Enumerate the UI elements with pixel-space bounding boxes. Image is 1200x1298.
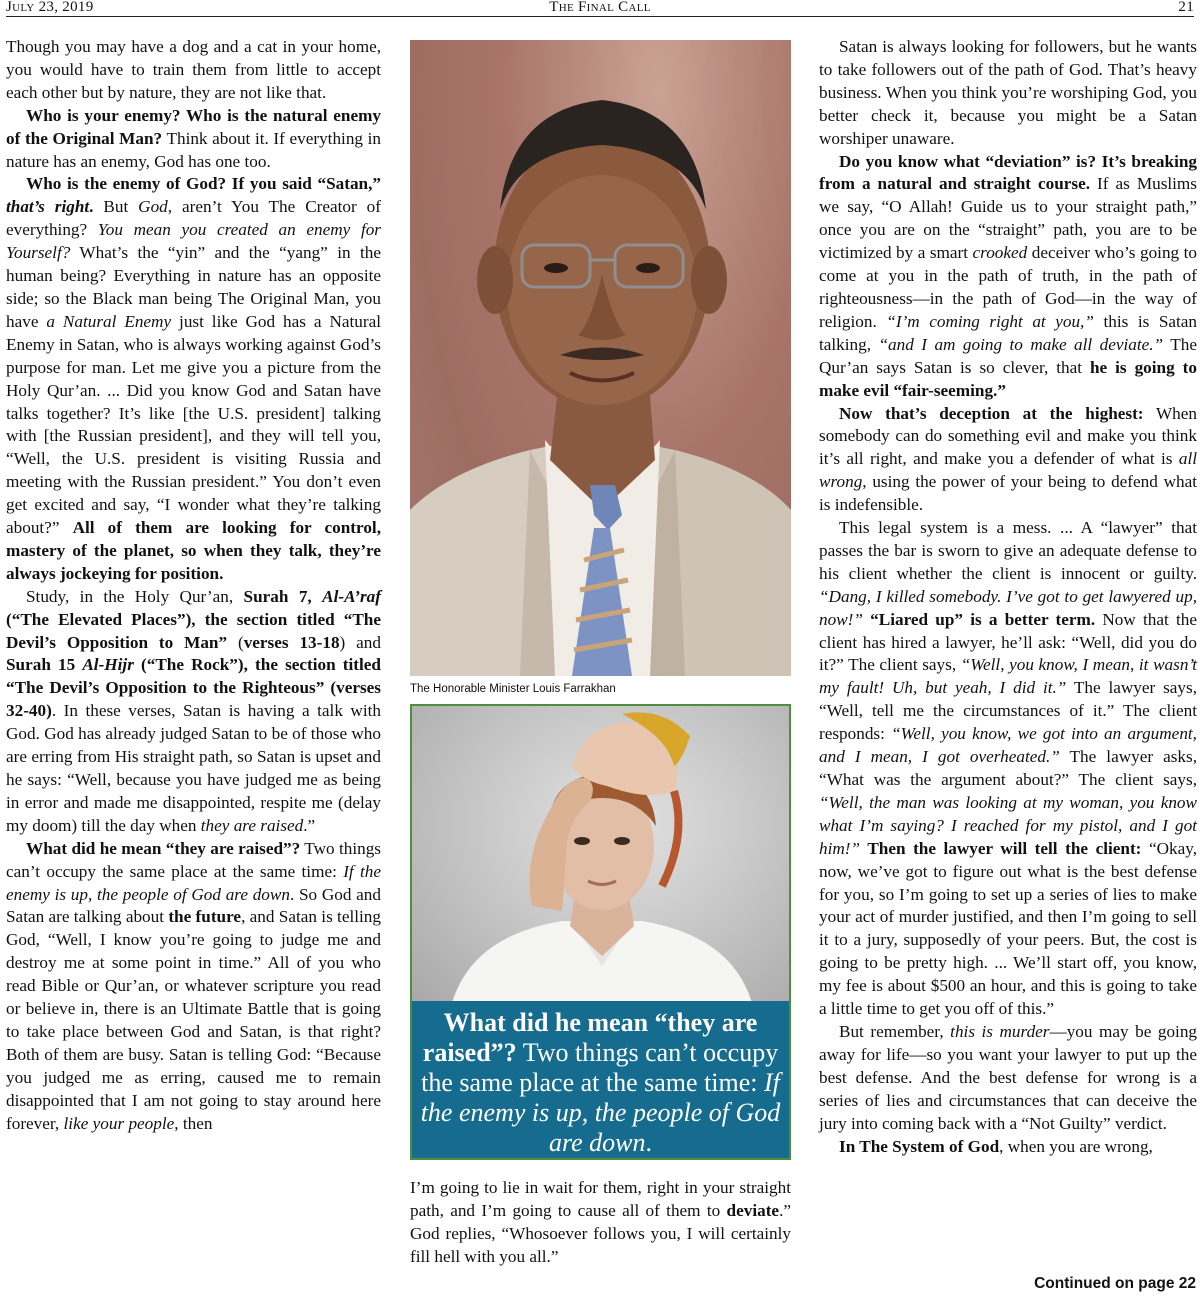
paragraph: I’m going to lie in wait for them, right in your straight path, and I’m going to cause all of them to deviate.” God replies, “Whosoever follows you, I will certainly fill hell with you all.”: [410, 1178, 791, 1266]
pull-quote-italic: If the enemy is up, the people of God are down: [420, 1068, 781, 1157]
paragraph: Though you may have a dog and a cat in your home, you would have to train them from little to accept each other but by nature, they are not like that.: [6, 37, 381, 102]
pull-quote-bold: What did he mean “they are raised”?: [422, 1008, 758, 1067]
paragraph: But remember, this is murder—you may be going away for life—so you want your lawyer to put up the best defense. And the best defense for wrong is a series of lies and circumstances that can deceive the jury into coming back with a “Not Guilty” verdict.: [819, 1021, 1198, 1133]
portrait-photo: [410, 40, 791, 676]
paragraph: In The System of God, when you are wrong,: [839, 1136, 1153, 1156]
photo-caption: The Honorable Minister Louis Farrakhan: [410, 683, 616, 695]
portrait-illustration: [410, 40, 791, 676]
article-column-3: [819, 36, 1197, 1158]
paragraph: Who is the enemy of God? If you said “Satan,” that’s right. But God, aren’t You The Creator of everything? You mean you created an enemy for Yourself? What’s the “yin” and the “yang” in the human being? Everything in nature has an opposite side; so the Black man being The Original Man, you have a Natural Enemy just like God has a Natural Enemy in Satan, who is always working against God’s purpose for man. Let me give you a picture from the Holy Qur’an. ... Did you know God and Satan have talks together? It’s like [the U.S. president] talking with [the Russian president], and they will tell you, “Well, the U.S. president is visiting Russia and meeting with the Russian president.” You don’t even get excited and say, “I wonder what they’re talking about?” All of them are looking for control, mastery of the planet, so when they talk, they’re always jockeying for position.: [6, 174, 381, 583]
paragraph: What did he mean “they are raised”? Two things can’t occupy the same place at the same time: If the enemy is up, the people of God are down. So God and Satan are talking about the future, and Satan is telling God, “Well, I know you’re going to judge me and destroy me at some point in time.” All of you who read Bible or Qur’an, or whatever scripture you read or believe in, there is an Ultimate Battle that is going to take place between God and Satan, is that right? Both of them are busy. Satan is telling God: “Because you judged me as erring, caused me to remain disappointed that I am not going to stay around here forever, like your people, then: [6, 838, 382, 1133]
mask-photo: [410, 704, 791, 1001]
page-number: 21: [1178, 0, 1194, 15]
article-column-1: [6, 36, 381, 1136]
article-column-2: [410, 1177, 791, 1269]
paragraph: Do you know what “deviation” is? It’s breaking from a natural and straight course. If as Muslims we say, “O Allah! Guide us to your straight path,” once you are on the “straight” path, you are to be victimized by a smart crooked deceiver who’s going to come at you in the path of truth, in the path of righteousness—in the path of God—in the way of religion. “I’m coming right at you,” this is Satan talking, “and I am going to make all deviate.” The Qur’an says Satan is so clever, that he is going to make evil “fair-seeming.”: [819, 151, 1198, 400]
publication-name: The Final Call: [549, 0, 651, 15]
paragraph: This legal system is a mess. ... A “lawyer” that passes the bar is sworn to give an adequate defense to his client whether the client is innocent or guilty. “Dang, I killed somebody. I’ve got to get lawyered up, now!” “Liared up” is a better term. Now that the client has hired a lawyer, he’ll ask: “Well, did you do it?” The client says, “Well, you know, I mean, it wasn’t my fault! Uh, but yeah, I did it.” The lawyer says, “Well, tell me the circumstances of it.” The client responds: “Well, you know, we got into an argument, and I mean, I got overheated.” The lawyer asks, “What was the argument about?” The client says, “Well, the man was looking at my woman, you know what I’m saying? I reached for my pistol, and I got him!” Then the lawyer will tell the client: “Okay, now, we’ve got to figure out what is the best defense for you, so I’m going to set up a series of lies to make your act of murder justified, and then I’m going to sell it to a jury, supposedly of your peers. But, the cost is going to be pretty high. ... We’ll start off, you know, my fee is about $500 an hour, and this is going to take a little time to get you off of this.”: [819, 518, 1198, 1019]
issue-date: July 23, 2019: [6, 0, 94, 15]
paragraph: Study, in the Holy Qur’an, Surah 7, Al-A’raf (“The Elevated Places”), the section titled “The Devil’s Opposition to Man” (verses 13-18) and Surah 15 Al-Hijr (“The Rock”), the section titled “The Devil’s Opposition to the Righteous” (verses 32-40). In these verses, Satan is having a talk with God. God has already judged Satan to be of those who are erring from His straight path, so Satan is upset and he says: “Well, because you have judged me as being in error and made me disappointed, respite me (delay my doom) till the day when they are raised.”: [6, 586, 381, 835]
paragraph: Who is your enemy? Who is the natural enemy of the Original Man? Think about it. If everything in nature has an enemy, God has one too.: [6, 105, 381, 171]
page-header: [6, 0, 1194, 17]
paragraph: Satan is always looking for followers, but he wants to take followers out of the path of God. That’s heavy business. When you think you’re worshiping God, you better check it, because you might be a Satan worshiper unaware.: [819, 37, 1197, 148]
mask-illustration: [412, 706, 789, 1001]
pull-quote-text: Two things can’t occupy the same place at the same time:: [421, 1038, 779, 1097]
continued-on-link[interactable]: Continued on page 22: [1034, 1275, 1196, 1292]
paragraph: Now that’s deception at the highest: When somebody can do something evil and make you think it’s all right, and make you a defender of what is all wrong, using the power of your being to defend what is indefensible.: [819, 403, 1197, 515]
pull-quote: What did he mean “they are raised”? Two things can’t occupy the same place at the same time: If the enemy is up, the people of God are down.: [410, 1001, 791, 1160]
